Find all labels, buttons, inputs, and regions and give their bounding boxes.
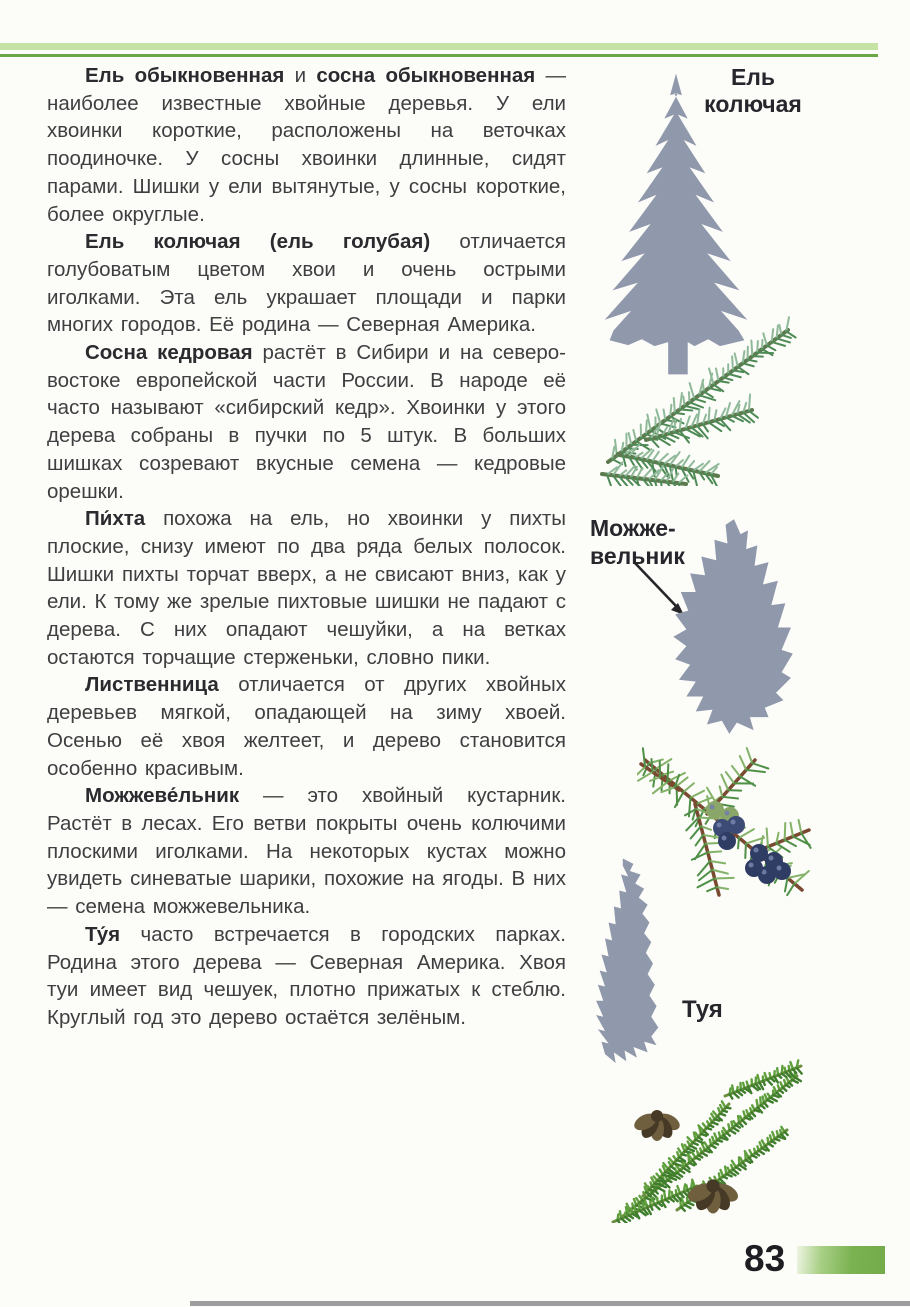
figure-label-line: Можже-: [590, 515, 676, 541]
scan-edge-shadow: [190, 1301, 910, 1306]
juniper-silhouette: [664, 512, 804, 742]
paragraph: [47, 62, 566, 228]
paragraph-lead: Ту́я: [85, 922, 121, 946]
page-number: 83: [744, 1238, 786, 1279]
top-rule-dark: [0, 54, 878, 57]
figure-label-blue-spruce: [673, 64, 833, 118]
figure-label-thuja: [682, 996, 723, 1024]
paragraph-lead: Ель колючая (ель голубая): [85, 230, 431, 254]
thuja-branch-illustration: [605, 1038, 805, 1223]
juniper-bush-shape: [673, 519, 792, 734]
thuja-tree-shape: [596, 859, 658, 1063]
article-text: [47, 62, 566, 1032]
figure-label-line: Туя: [682, 996, 723, 1023]
paragraph-text: — наиболее известные хвойные деревья. У ели хвоинки короткие, расположены на веточках поодиночке. У сосны хвоинки длинные, сидят парами. Шишки у ели вытянутые, у сосны короткие, более округлые.: [47, 64, 567, 226]
paragraph-lead: Лиственница: [85, 673, 219, 697]
paragraph-text: и: [284, 64, 317, 87]
paragraph-lead: Можжеве́льник: [85, 784, 240, 808]
top-rule-light: [0, 43, 878, 50]
paragraph-text: отличается от других хвойных деревьев мягкой, опадающей на зиму хвоей. Осенью её хвоя желтеет, и дерево становится особенно красивым.: [47, 673, 566, 780]
paragraph-text: отличается голубоватым цветом хвои и очень острыми иголками. Эта ель украшает площади и парки многих городов. Её родина — Северная Америка.: [47, 230, 567, 337]
paragraph-lead: Ель обыкновенная: [85, 64, 285, 87]
paragraph-text: растёт в Сибири и на северо-востоке европейской части России. В народе её часто называют «сибирский кедр». Хвоинки у этого дерева собраны в пучки по 5 штук. В больших шишках созревают вкусные семена — кедровые орешки.: [47, 341, 566, 503]
paragraph: [47, 228, 566, 339]
blue-spruce-branch-illustration: [598, 306, 798, 486]
figure-label-line: колючая: [704, 91, 802, 117]
figure-label-line: вельник: [590, 543, 685, 569]
paragraph-text: похожа на ель, но хвоинки у пихты плоские, снизу имеют по два ряда белых полосок. Шишки пихты торчат вверх, а не свисают вниз, как у ели. К тому же зрелые пихтовые шишки не падают с дерева. С них опадают чешуйки, а на ветках остаются торчащие стерженьки, словно пики.: [47, 507, 566, 669]
page-number-accent-bar: [797, 1246, 885, 1274]
paragraph-text: часто встречается в городских парках. Родина этого дерева — Северная Америка. Хвоя туи имеет вид чешуек, плотно прижатых к стеблю. Круглый год это дерево остаётся зелёным.: [47, 922, 566, 1029]
spruce-needle-cluster: [602, 317, 796, 486]
paragraph: [47, 782, 566, 921]
paragraph-text: — это хвойный кустарник. Растёт в лесах. Его ветви покрыты очень колючими плоскими иголками. На некоторых кустах можно увидеть синеватые шарики, похожие на ягоды. В них — семена можжевельника.: [47, 784, 566, 919]
paragraph: [47, 921, 566, 1032]
paragraph-lead: сосна обыкновенная: [316, 64, 536, 87]
paragraph-lead: Сосна кедровая: [85, 341, 253, 365]
figure-label-line: Ель: [730, 64, 776, 90]
paragraph-lead: Пи́хта: [85, 507, 146, 531]
paragraph: [47, 671, 566, 782]
paragraph: [47, 339, 566, 505]
paragraph: [47, 505, 566, 671]
